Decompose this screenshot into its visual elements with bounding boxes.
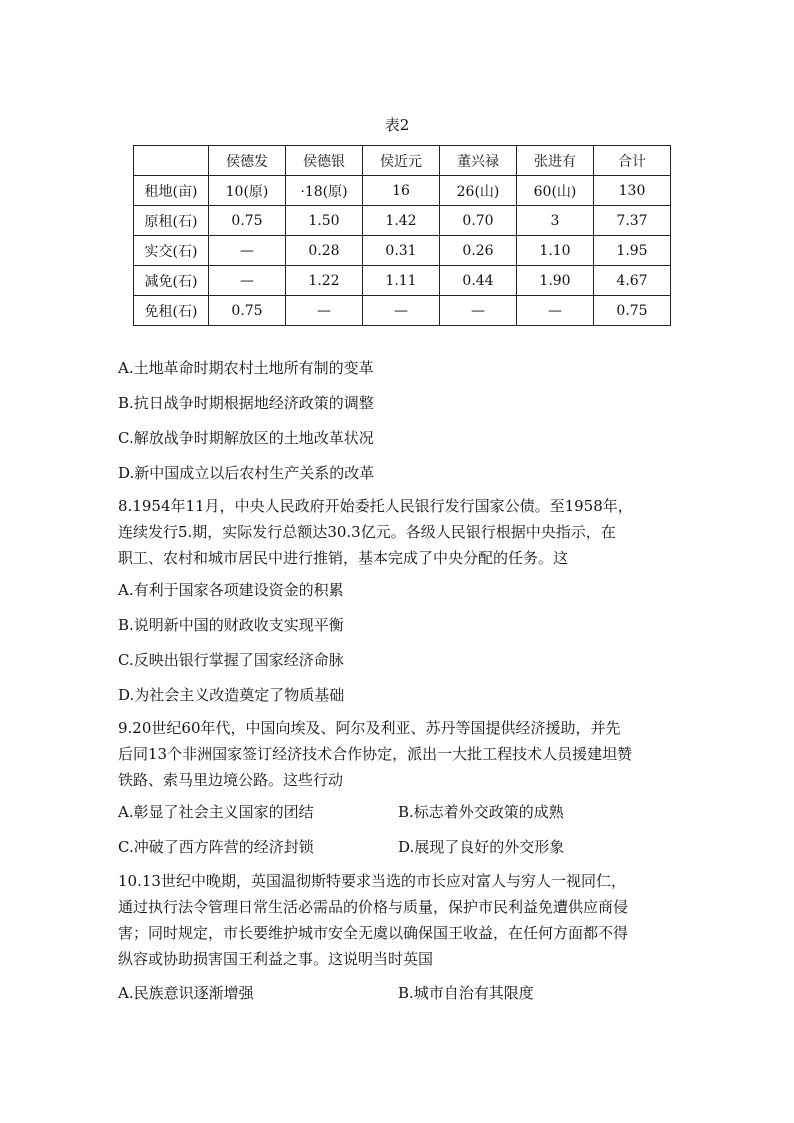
q10-stem-line-1: 10.13世纪中晚期，英国温彻斯特要求当选的市长应对富人与穷人一视同仁， — [118, 872, 626, 890]
q9-option-a[interactable]: A.彰显了社会主义国家的团结 — [118, 803, 314, 821]
table-row — [134, 236, 671, 266]
table-cell: 0.26 — [440, 236, 517, 266]
table-cell: 1.95 — [594, 236, 671, 266]
table-cell: — — [209, 266, 286, 296]
q9-option-b[interactable]: B.标志着外交政策的成熟 — [398, 803, 564, 821]
table-cell: 16 — [363, 176, 440, 206]
table-cell: 1.10 — [517, 236, 594, 266]
table-row-label: 免租(石) — [134, 296, 209, 326]
table-cell: 3 — [517, 206, 594, 236]
table-cell: — — [363, 296, 440, 326]
q7-option-a[interactable]: A.土地革命时期农村土地所有制的变革 — [118, 359, 374, 377]
table-cell: 0.44 — [440, 266, 517, 296]
q10-stem-line-2: 通过执行法令管理日常生活必需品的价格与质量，保护市民利益免遭供应商侵 — [118, 898, 629, 916]
q8-option-a[interactable]: A.有利于国家各项建设资金的积累 — [118, 581, 344, 599]
table-cell: 0.31 — [363, 236, 440, 266]
q8-option-d[interactable]: D.为社会主义改造奠定了物质基础 — [118, 686, 345, 704]
table-cell: — — [209, 236, 286, 266]
table-cell: 0.28 — [286, 236, 363, 266]
table-cell: 1.90 — [517, 266, 594, 296]
q9-stem-line-1: 9.20世纪60年代，中国向埃及、阿尔及利亚、苏丹等国提供经济援助，并先 — [118, 719, 621, 737]
q10-option-a[interactable]: A.民族意识逐渐增强 — [118, 984, 254, 1002]
table-cell: — — [517, 296, 594, 326]
table-header-cell: 侯德银 — [286, 146, 363, 176]
q7-option-c[interactable]: C.解放战争时期解放区的土地改革状况 — [118, 429, 374, 447]
q8-stem-line-3: 职工、农村和城市居民中进行推销，基本完成了中央分配的任务。这 — [118, 549, 569, 567]
rent-table — [133, 145, 671, 326]
q8-option-b[interactable]: B.说明新中国的财政收支实现平衡 — [118, 616, 344, 634]
table-cell: 0.75 — [209, 206, 286, 236]
table-row — [134, 176, 671, 206]
table-row-label: 租地(亩) — [134, 176, 209, 206]
table-header-cell — [134, 146, 209, 176]
q7-option-d[interactable]: D.新中国成立以后农村生产关系的改革 — [118, 464, 375, 482]
q7-option-b[interactable]: B.抗日战争时期根据地经济政策的调整 — [118, 394, 374, 412]
table-cell: 60(山) — [517, 176, 594, 206]
table-cell: 1.22 — [286, 266, 363, 296]
table-cell: 0.75 — [594, 296, 671, 326]
q10-stem-line-3: 害；同时规定，市长要维护城市安全无虞以确保国王收益，在任何方面都不得 — [118, 924, 629, 942]
table-title: 表2 — [384, 116, 410, 134]
table-header-cell: 侯德发 — [209, 146, 286, 176]
q10-option-b[interactable]: B.城市自治有其限度 — [398, 984, 534, 1002]
table-row-label: 减免(石) — [134, 266, 209, 296]
table-header-cell: 合计 — [594, 146, 671, 176]
table-cell: 26(山) — [440, 176, 517, 206]
table-header-cell: 侯近元 — [363, 146, 440, 176]
q10-stem-line-4: 纵容或协助损害国王利益之事。这说明当时英国 — [118, 950, 434, 968]
table-cell: ·18(原) — [286, 176, 363, 206]
table-header-cell: 张进有 — [517, 146, 594, 176]
table-row — [134, 296, 671, 326]
table-cell: 1.11 — [363, 266, 440, 296]
table-cell: 130 — [594, 176, 671, 206]
table-row — [134, 266, 671, 296]
q9-option-d[interactable]: D.展现了良好的外交形象 — [398, 838, 565, 856]
table-cell: — — [286, 296, 363, 326]
q8-stem-line-2: 连续发行5.期，实际发行总额达30.3亿元。各级人民银行根据中央指示，在 — [118, 523, 616, 541]
table-cell: — — [440, 296, 517, 326]
table-cell: 0.70 — [440, 206, 517, 236]
table-header-row — [134, 146, 671, 176]
table-cell: 1.42 — [363, 206, 440, 236]
q9-stem-line-2: 后同13个非洲国家签订经济技术合作协定，派出一大批工程技术人员援建坦赞 — [118, 745, 633, 763]
q9-stem-line-3: 铁路、索马里边境公路。这些行动 — [118, 771, 344, 789]
q8-option-c[interactable]: C.反映出银行掌握了国家经济命脉 — [118, 651, 344, 669]
table-cell: 10(原) — [209, 176, 286, 206]
table-cell: 4.67 — [594, 266, 671, 296]
q8-stem-line-1: 8.1954年11月，中央人民政府开始委托人民银行发行国家公债。至1958年， — [118, 497, 633, 515]
table-row-label: 实交(石) — [134, 236, 209, 266]
table-cell: 0.75 — [209, 296, 286, 326]
q9-option-c[interactable]: C.冲破了西方阵营的经济封锁 — [118, 838, 314, 856]
table-cell: 1.50 — [286, 206, 363, 236]
table-header-cell: 董兴禄 — [440, 146, 517, 176]
table-row — [134, 206, 671, 236]
table-row-label: 原租(石) — [134, 206, 209, 236]
table-cell: 7.37 — [594, 206, 671, 236]
